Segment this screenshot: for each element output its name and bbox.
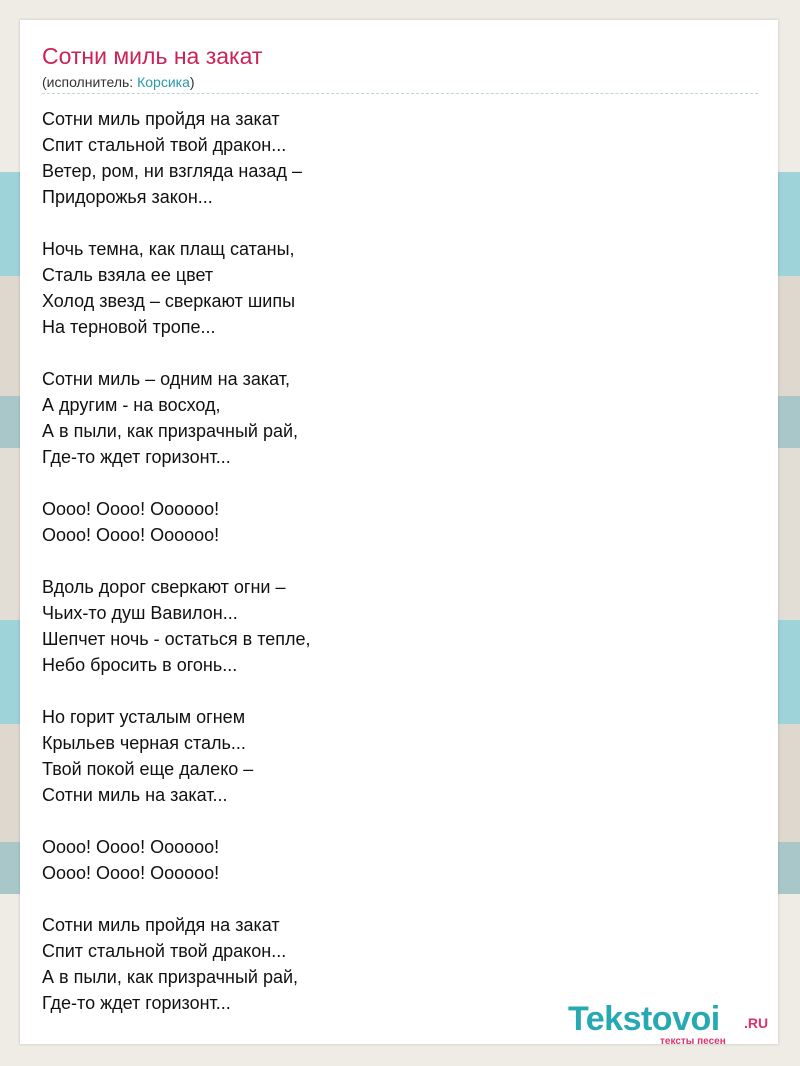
artist-link[interactable]: Корсика — [137, 74, 190, 90]
lyric-line: Но горит усталым огнем — [42, 707, 246, 727]
lyric-line: Небо бросить в огонь... — [42, 655, 238, 675]
lyric-line: На терновой тропе... — [42, 317, 216, 337]
artist-line — [42, 74, 195, 90]
lyric-line: Ветер, ром, ни взгляда назад – — [42, 161, 302, 181]
lyric-line: Сотни миль пройдя на закат — [42, 109, 280, 129]
artist-suffix: ) — [189, 74, 195, 90]
song-title: Сотни миль на закат — [42, 43, 263, 69]
lyric-line: Сотни миль пройдя на закат — [42, 915, 280, 935]
lyric-line: Оооо! Оооо! Оооооо! — [42, 837, 220, 857]
lyric-line: Вдоль дорог сверкают огни – — [42, 577, 286, 597]
lyric-line: Спит стальной твой дракон... — [42, 135, 287, 155]
stanza — [42, 834, 742, 886]
stanza — [42, 704, 742, 808]
lyric-line: Ночь темна, как плащ сатаны, — [42, 239, 295, 259]
stanza — [42, 236, 742, 340]
logo-name: Tekstovoi — [568, 1000, 720, 1038]
lyric-line: Сталь взяла ее цвет — [42, 265, 214, 285]
lyric-line: А в пыли, как призрачный рай, — [42, 421, 299, 441]
lyric-line: Крыльев черная сталь... — [42, 733, 246, 753]
lyric-line: Шепчет ночь - остаться в тепле, — [42, 629, 311, 649]
title-divider — [42, 93, 758, 94]
lyric-line: Оооо! Оооо! Оооооо! — [42, 525, 220, 545]
logo-tld: .RU — [744, 1015, 769, 1031]
lyric-line: А в пыли, как призрачный рай, — [42, 967, 299, 987]
lyric-line: Чьих-то душ Вавилон... — [42, 603, 238, 623]
lyric-line: Сотни миль на закат... — [42, 785, 228, 805]
stanza — [42, 496, 742, 548]
artist-prefix: (исполнитель: — [42, 74, 138, 90]
site-logo[interactable] — [568, 1000, 778, 1050]
lyric-line: Где-то ждет горизонт... — [42, 993, 231, 1013]
lyric-line: Твой покой еще далеко – — [42, 759, 254, 779]
lyric-line: А другим - на восход, — [42, 395, 221, 415]
stanza — [42, 366, 742, 470]
lyric-line: Сотни миль – одним на закат, — [42, 369, 291, 389]
stanza — [42, 574, 742, 678]
lyrics-card — [20, 20, 778, 1047]
lyrics-text — [42, 106, 742, 1042]
lyric-line: Придорожья закон... — [42, 187, 213, 207]
lyric-line: Оооо! Оооо! Оооооо! — [42, 499, 220, 519]
stanza — [42, 106, 742, 210]
lyric-line: Где-то ждет горизонт... — [42, 447, 231, 467]
lyric-line: Оооо! Оооо! Оооооо! — [42, 863, 220, 883]
logo-tagline: тексты песен — [660, 1036, 726, 1047]
lyric-line: Холод звезд – сверкают шипы — [42, 291, 296, 311]
lyric-line: Спит стальной твой дракон... — [42, 941, 287, 961]
